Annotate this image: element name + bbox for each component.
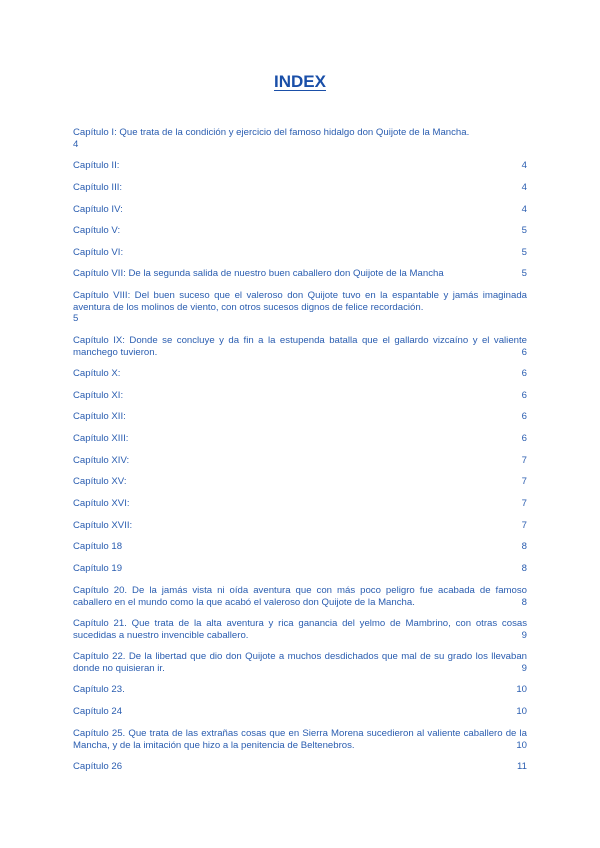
toc-entry-title: Capítulo 19 — [73, 563, 123, 574]
toc-entry-title: Capítulo 25. Que trata de las extrañas cosas que en Sierra Morena sucedieron al valiente caballero de la Mancha, y de la imitación que hizo a la penitencia de Beltenebros. — [73, 728, 527, 751]
toc-entry-page-number: 10 — [516, 739, 527, 751]
toc-entry-page-number: 5 — [521, 268, 527, 279]
toc-entry[interactable] — [73, 433, 527, 445]
toc-entry-title: Capítulo VII: De la segunda salida de nuestro buen caballero don Quijote de la Mancha — [73, 268, 444, 279]
toc-entry-title: Capítulo XI: — [73, 390, 124, 401]
toc-entry-page-number: 4 — [73, 138, 79, 150]
toc-entry-page-number: 7 — [521, 455, 527, 466]
toc-entry-title: Capítulo XVI: — [73, 498, 130, 509]
toc-entry[interactable] — [73, 455, 527, 467]
toc-entry[interactable] — [73, 728, 527, 751]
toc-entry-page-number: 5 — [521, 225, 527, 236]
toc-entry-page-number: 4 — [521, 160, 527, 171]
toc-entry-page-number: 4 — [521, 182, 527, 193]
toc-entry[interactable] — [73, 182, 527, 194]
toc-entry[interactable] — [73, 761, 527, 773]
toc-entry-page-number: 10 — [516, 706, 527, 717]
toc-entry-title: Capítulo XIII: — [73, 433, 129, 444]
toc-entry-title: Capítulo 24 — [73, 706, 123, 717]
toc-entry[interactable] — [73, 563, 527, 575]
toc-entry[interactable] — [73, 651, 527, 674]
toc-entry[interactable] — [73, 368, 527, 380]
toc-entry[interactable] — [73, 390, 527, 402]
toc-entry[interactable] — [73, 290, 527, 325]
toc-entry-page-number: 6 — [521, 368, 527, 379]
toc-entry-title: Capítulo I: Que trata de la condición y ejercicio del famoso hidalgo don Quijote de la Mancha. — [73, 127, 470, 138]
toc-entry[interactable] — [73, 585, 527, 608]
toc-entry[interactable] — [73, 520, 527, 532]
toc-entry[interactable] — [73, 204, 527, 216]
toc-entry-page-number: 9 — [521, 662, 527, 674]
toc-entry-title: Capítulo 26 — [73, 761, 123, 772]
toc-entry[interactable] — [73, 684, 527, 696]
toc-entry-title: Capítulo IX: Donde se concluye y da fin a la estupenda batalla que el gallardo vizcaíno y el valiente manchego tuvieron. — [73, 335, 527, 358]
toc-entry-title: Capítulo XV: — [73, 476, 127, 487]
toc-entry[interactable] — [73, 706, 527, 718]
toc-entry-title: Capítulo 22. De la libertad que dio don Quijote a muchos desdichados que mal de su grado los llevaban donde no quisieran ir. — [73, 651, 527, 674]
toc-entry-title: Capítulo III: — [73, 182, 123, 193]
toc-entry-page-number: 7 — [521, 520, 527, 531]
toc-entry[interactable] — [73, 618, 527, 641]
toc-entry-page-number: 5 — [521, 247, 527, 258]
toc-entry-page-number: 6 — [521, 433, 527, 444]
toc-entry-page-number: 8 — [521, 563, 527, 574]
toc-entry-page-number: 11 — [517, 761, 527, 772]
toc-entry-title: Capítulo XVII: — [73, 520, 133, 531]
toc-entry[interactable] — [73, 411, 527, 423]
toc-entry-page-number: 8 — [521, 541, 527, 552]
index-title: INDEX — [274, 72, 326, 91]
toc-entry[interactable] — [73, 160, 527, 172]
toc-entry[interactable] — [73, 247, 527, 259]
toc-entry[interactable] — [73, 498, 527, 510]
toc-entry-page-number: 7 — [521, 476, 527, 487]
toc-entry-title: Capítulo VI: — [73, 247, 124, 258]
toc-entry[interactable] — [73, 127, 527, 150]
toc-entry[interactable] — [73, 541, 527, 553]
table-of-contents — [73, 0, 527, 848]
toc-entry-page-number: 4 — [521, 204, 527, 215]
toc-entry-page-number: 8 — [521, 596, 527, 608]
toc-entry-page-number: 6 — [521, 390, 527, 401]
toc-entry-title: Capítulo VIII: Del buen suceso que el valeroso don Quijote tuvo en la espantable y jamás imaginada aventura de los molinos de viento, con otros sucesos dignos de felice recordación. — [73, 290, 527, 313]
toc-entry[interactable] — [73, 268, 527, 280]
toc-entry-title: Capítulo X: — [73, 368, 121, 379]
toc-entry-title: Capítulo XII: — [73, 411, 126, 422]
toc-entry-title: Capítulo 18 — [73, 541, 123, 552]
toc-entry-page-number: 5 — [73, 313, 79, 324]
toc-entry-title: Capítulo 21. Que trata de la alta aventura y rica ganancia del yelmo de Mambrino, con otras cosas sucedidas a nuestro invencible caballero. — [73, 618, 527, 641]
toc-entry-title: Capítulo 23. — [73, 684, 125, 695]
toc-entry-page-number: 9 — [521, 629, 527, 641]
toc-entry[interactable] — [73, 225, 527, 237]
toc-entry-page-number: 10 — [516, 684, 527, 695]
toc-entry[interactable] — [73, 476, 527, 488]
toc-entry-page-number: 7 — [521, 498, 527, 509]
toc-entry[interactable] — [73, 335, 527, 358]
toc-entry-page-number: 6 — [521, 411, 527, 422]
toc-entry-title: Capítulo V: — [73, 225, 121, 236]
toc-entry-page-number: 6 — [521, 346, 527, 358]
toc-entry-title: Capítulo IV: — [73, 204, 123, 215]
toc-entry-title: Capítulo XIV: — [73, 455, 130, 466]
toc-entry-title: Capítulo II: — [73, 160, 120, 171]
toc-entry-title: Capítulo 20. De la jamás vista ni oída aventura que con más poco peligro fue acabada de famoso caballero en el mundo como la que acabó el valeroso don Quijote de la Mancha. — [73, 585, 527, 608]
